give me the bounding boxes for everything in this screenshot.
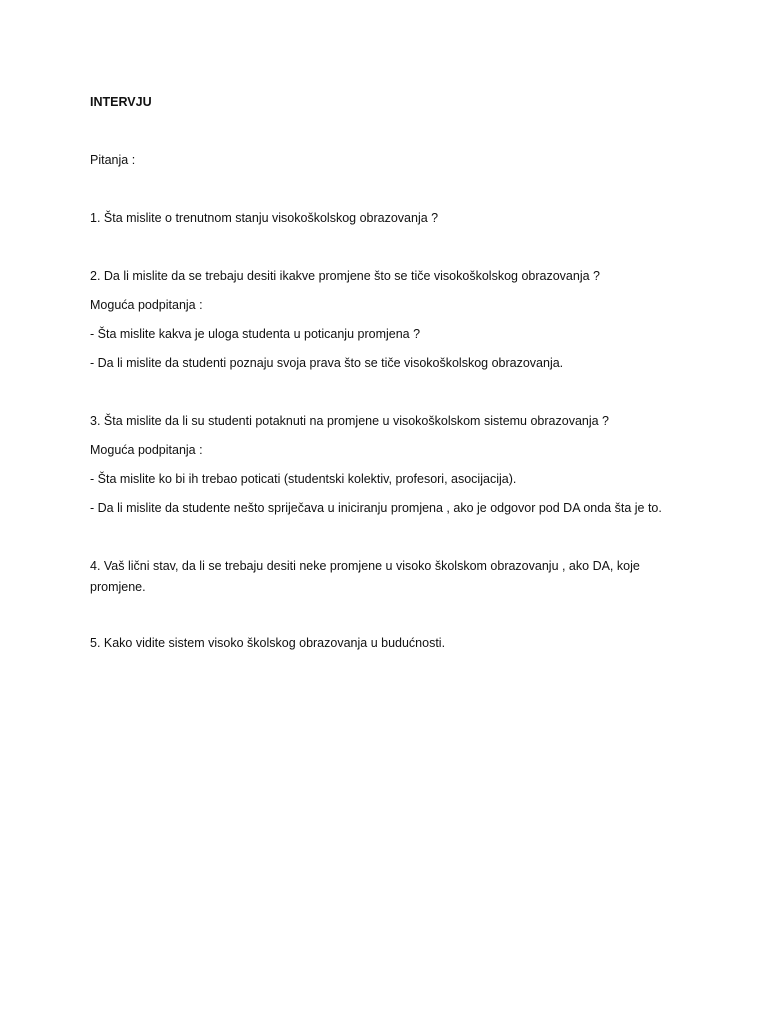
question-5: 5. Kako vidite sistem visoko školskog obrazovanja u budućnosti.	[90, 636, 446, 650]
question-3-subquestions-heading: Moguća podpitanja :	[90, 443, 203, 457]
question-2-subquestion-2: - Da li mislite da studenti poznaju svoja prava što se tiče visokoškolskog obrazovanja.	[90, 356, 564, 370]
question-2: 2. Da li mislite da se trebaju desiti ikakve promjene što se tiče visokoškolskog obrazovanja ?	[90, 269, 600, 283]
document-title: INTERVJU	[90, 95, 152, 109]
question-3: 3. Šta mislite da li su studenti potaknuti na promjene u visokoškolskom sistemu obrazovanja ?	[90, 414, 610, 428]
question-2-subquestions-heading: Moguća podpitanja :	[90, 298, 203, 312]
questions-heading: Pitanja :	[90, 153, 136, 167]
question-3-subquestion-1: - Šta mislite ko bi ih trebao poticati (studentski kolektiv, profesori, asocijacija).	[90, 472, 517, 486]
question-1: 1. Šta mislite o trenutnom stanju visokoškolskog obrazovanja ?	[90, 211, 439, 225]
question-2-subquestion-1: - Šta mislite kakva je uloga studenta u poticanju promjena ?	[90, 327, 421, 341]
question-3-subquestion-2: - Da li mislite da studente nešto spriječava u iniciranju promjena , ako je odgovor pod DA onda šta je to.	[90, 501, 662, 515]
question-4: 4. Vaš lični stav, da li se trebaju desiti neke promjene u visoko školskom obrazovanju , ako DA, koje promjene.	[90, 559, 640, 594]
